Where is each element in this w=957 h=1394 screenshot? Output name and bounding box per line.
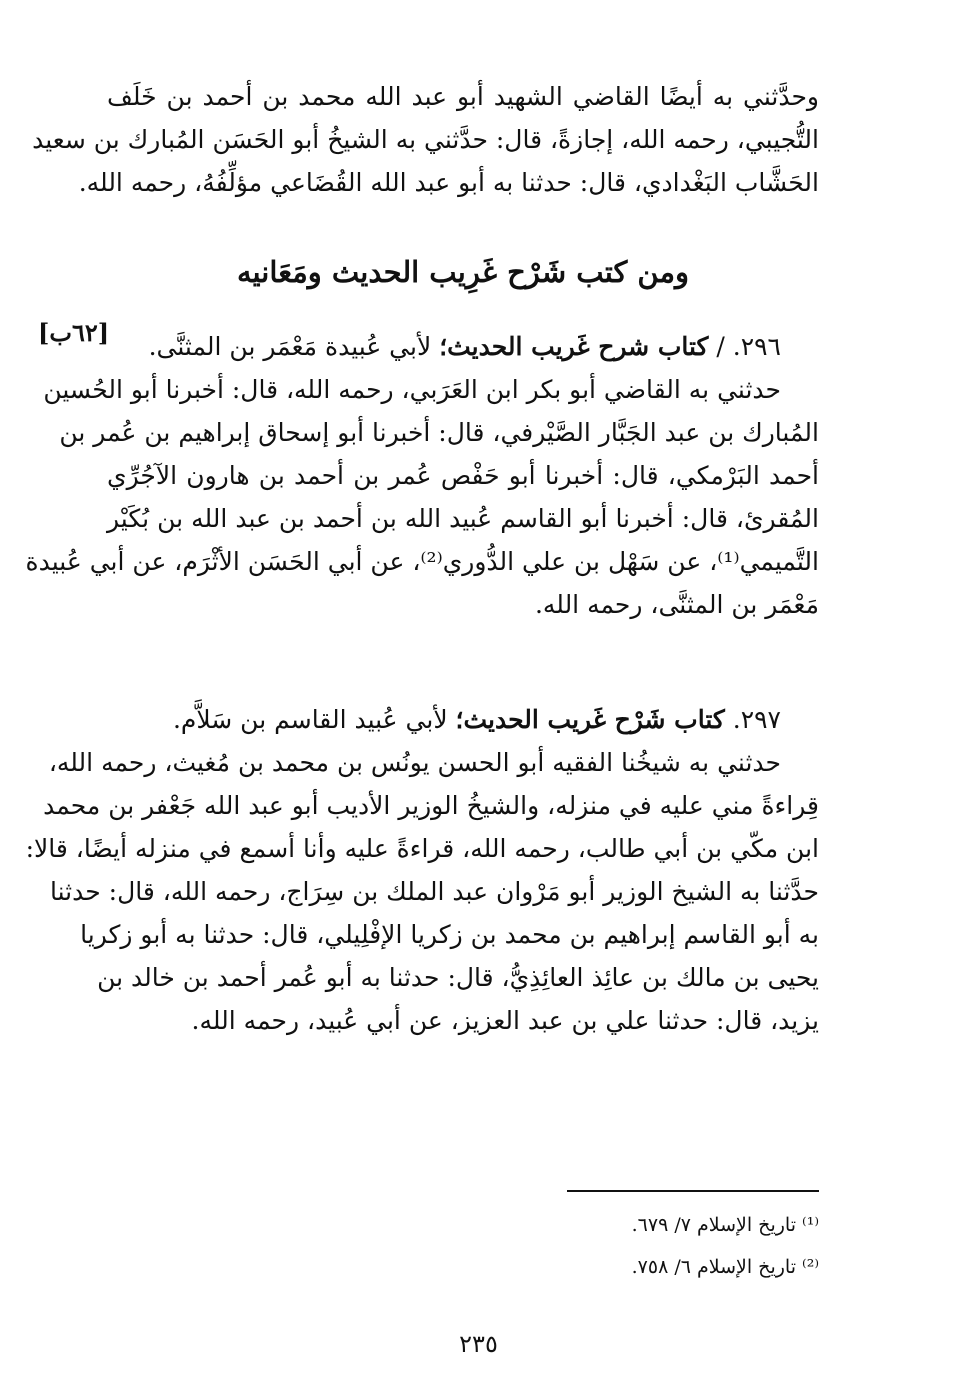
entry-heading bbox=[107, 325, 819, 368]
text-line: ابن مكّي بن أبي طالب، رحمه الله، قراءةً عليه وأنا أسمع في منزله أيضًا، قالا: bbox=[25, 834, 819, 863]
text-line: يزيد، قال: حدثنا علي بن عبد العزيز، عن أبي عُبيد، رحمه الله. bbox=[191, 1006, 819, 1035]
text-line: المُبارك بن عبد الجَبَّار الصَّيْرفي، قال: أخبرنا أبو إسحاق إبراهيم بن عُمر بن bbox=[59, 418, 819, 447]
footnote-divider bbox=[567, 1190, 819, 1192]
text-line: أحمد البَرْمكي، قال: أخبرنا أبو حَفْص عُمر بن أحمد بن هارون الآجُرِّي bbox=[107, 461, 819, 490]
section-heading: ومن كتب شَرْح غَرِيب الحديث ومَعَانيه bbox=[237, 255, 689, 289]
footnote-text: تاريخ الإسلام ٧/ ٦٧٩. bbox=[631, 1214, 803, 1236]
text-line: الحَشَّاب البَغْدادي، قال: حدثنا به أبو عبد الله القُضَاعي مؤلِّفُهُ، رحمه الله. bbox=[78, 168, 819, 197]
text-line: مَعْمَر بن المثنَّى، رحمه الله. bbox=[534, 590, 819, 619]
text-line: التُّجيبي، رحمه الله، إجازةً، قال: حدَّثني به الشيخُ أبو الحَسَن المُبارك بن سعيد bbox=[32, 125, 819, 154]
entry-number: ٢٩٦. / bbox=[708, 332, 781, 361]
text-line: حدثني به شيخُنا الفقيه أبو الحسن يونُس بن محمد بن مُغيث، رحمه الله، bbox=[48, 748, 781, 777]
text-line: قِراءةً مني عليه في منزله، والشيخُ الوزير الأديب أبو عبد الله جَعْفر بن محمد bbox=[43, 791, 819, 820]
page-number: ٢٣٥ bbox=[459, 1330, 498, 1358]
text-line: وحدَّثني به أيضًا القاضي الشهيد أبو عبد الله محمد بن أحمد بن خَلَف bbox=[107, 82, 819, 111]
footnote-text: تاريخ الإسلام ٦/ ٧٥٨. bbox=[631, 1256, 803, 1278]
footnote-2 bbox=[107, 1252, 819, 1282]
text-line: به أبو القاسم إبراهيم بن محمد بن زكريا الإفْلِيلي، قال: حدثنا به أبو زكريا bbox=[80, 920, 819, 949]
text-line: حدَّثنا به الشيخ الوزير أبو مَرْوان عبد الملك بن سِرَاج، رحمه الله، قال: حدثنا bbox=[50, 877, 819, 906]
entry-title: كتاب شرح غَريب الحديث؛ bbox=[439, 332, 709, 361]
entry-author: لأبي عُبيد القاسم بن سَلاَّم. bbox=[172, 705, 456, 734]
footnote-1 bbox=[107, 1210, 819, 1240]
footnote-mark: ⁽²⁾ bbox=[802, 1256, 819, 1278]
entry-author: لأبي عُبيدة مَعْمَر بن المثنَّى. bbox=[148, 332, 440, 361]
entry-heading bbox=[107, 698, 819, 741]
entry-297 bbox=[25, 698, 819, 1042]
text-line: المُقرئ، قال: أخبرنا أبو القاسم عُبيد الله بن أحمد بن عبد الله بن بُكَيْر bbox=[107, 504, 819, 533]
text-line: التَّميمي⁽¹⁾، عن سَهْل بن علي الدُّوري⁽²⁾، عن أبي الحَسَن الأثْرَم، عن أبي عُبيدة bbox=[25, 547, 819, 576]
text-line: حدثني به القاضي أبو بكر ابن العَرَبي، رحمه الله، قال: أخبرنا أبو الحُسين bbox=[43, 375, 781, 404]
intro-paragraph bbox=[32, 75, 819, 204]
folio-marker: [٦٢ب] bbox=[38, 318, 110, 347]
text-line: يحيى بن مالك بن عائِذ العائِذِيُّ، قال: حدثنا به أبو عُمر أحمد بن خالد بن bbox=[97, 963, 819, 992]
footnote-mark: ⁽¹⁾ bbox=[802, 1214, 819, 1236]
entry-number: ٢٩٧. bbox=[724, 705, 781, 734]
entry-title: كتاب شَرْح غَريب الحديث؛ bbox=[455, 705, 725, 734]
